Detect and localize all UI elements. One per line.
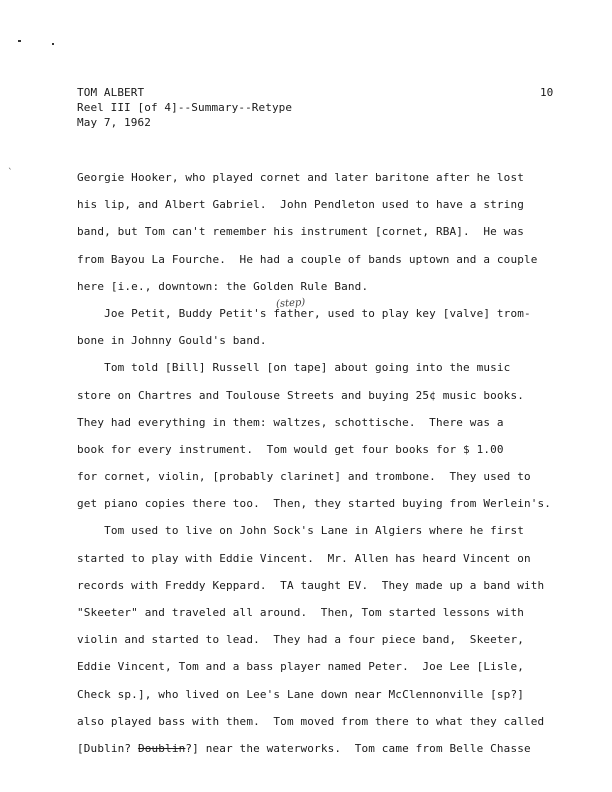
text-line: Eddie Vincent, Tom and a bass player named Peter. Joe Lee [Lisle,: [77, 660, 524, 674]
corner-mark: [18, 40, 21, 42]
document-header: [77, 85, 292, 130]
text-line: here [i.e., downtown: the Golden Rule Band.: [77, 279, 369, 293]
text-line: bone in Johnny Gould's band.: [77, 334, 267, 348]
text-line: started to play with Eddie Vincent. Mr. Allen has heard Vincent on: [77, 551, 531, 565]
summary-body: [77, 167, 577, 765]
text-line: Tom told [Bill] Russell [on tape] about going into the music: [77, 361, 511, 375]
text-line: store on Chartres and Toulouse Streets and buying 25¢ music books.: [77, 388, 524, 402]
text-line: book for every instrument. Tom would get four books for $ 1.00: [77, 442, 504, 456]
text-segment: [Dublin?: [77, 741, 138, 755]
text-line: Georgie Hooker, who played cornet and later baritone after he lost: [77, 171, 524, 184]
text-line: records with Freddy Keppard. TA taught EV. They made up a band with: [77, 578, 545, 592]
text-line: "Skeeter" and traveled all around. Then, Tom started lessons with: [77, 606, 524, 619]
text-line: violin and started to lead. They had a four piece band, Skeeter,: [77, 633, 524, 647]
text-line: Tom used to live on John Sock's Lane in Algiers where he first: [77, 524, 524, 538]
text-line: from Bayou La Fourche. He had a couple of bands uptown and a couple: [77, 252, 538, 266]
handwritten-annotation: (step): [275, 296, 306, 311]
text-line: They had everything in them: waltzes, schottische. There was a: [77, 415, 504, 429]
interviewee-name: TOM ALBERT: [77, 86, 145, 99]
text-line: Check sp.], who lived on Lee's Lane down near McClennonville [sp?]: [77, 687, 524, 701]
text-line: also played bass with them. Tom moved from there to what they called: [77, 714, 545, 728]
interview-date: May 7, 1962: [77, 116, 151, 129]
text-line: get piano copies there too. Then, they started buying from Werlein's.: [77, 497, 552, 511]
margin-mark: `: [8, 168, 13, 178]
text-segment: ?] near the waterworks. Tom came from Belle Chasse: [185, 741, 531, 755]
text-line: Joe Petit, Buddy Petit's father, used to play key [valve] trom-: [77, 306, 531, 320]
page-number: 10: [540, 86, 554, 99]
struck-text: Doublin: [137, 741, 186, 755]
reel-info: Reel III [of 4]--Summary--Retype: [77, 101, 293, 114]
text-line-last: [77, 738, 577, 765]
text-line: band, but Tom can't remember his instrument [cornet, RBA]. He was: [77, 225, 524, 239]
text-line: for cornet, violin, [probably clarinet] and trombone. They used to: [77, 470, 531, 484]
corner-mark: [52, 43, 54, 45]
text-line: his lip, and Albert Gabriel. John Pendleton used to have a string: [77, 198, 524, 212]
